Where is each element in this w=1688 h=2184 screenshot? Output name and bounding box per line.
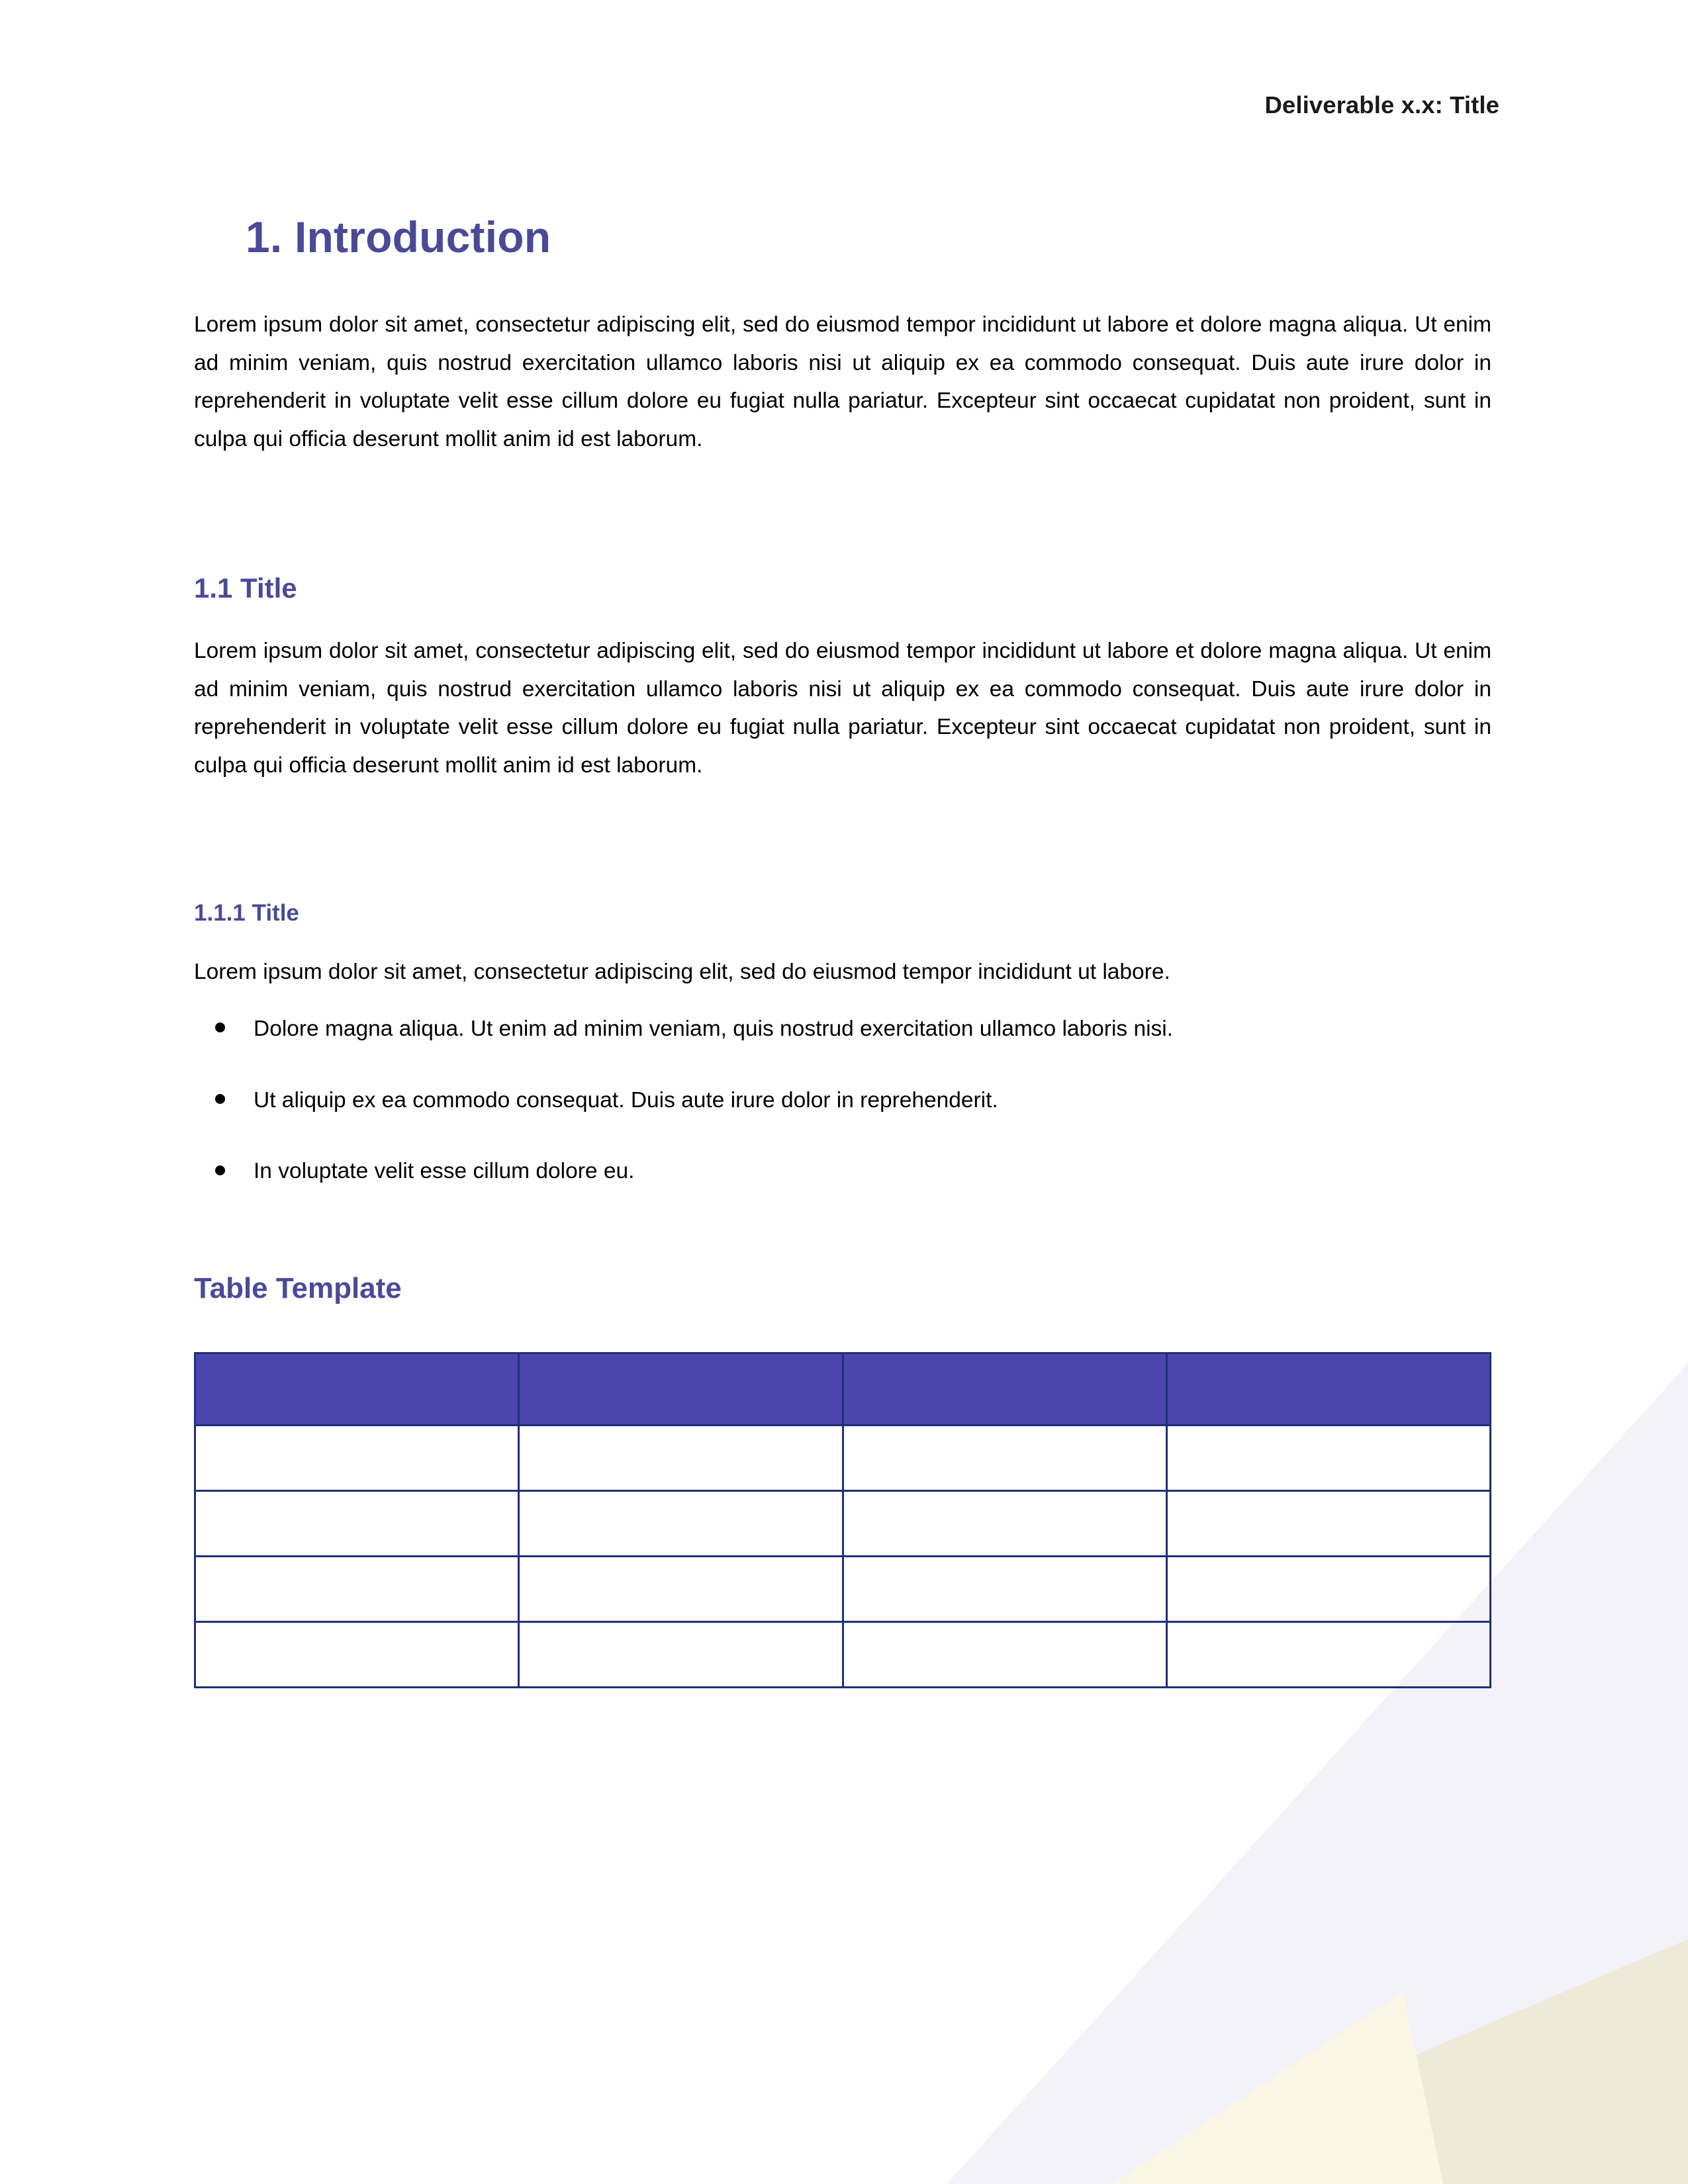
table-row (195, 1622, 1491, 1688)
list-item (194, 1011, 1491, 1047)
beige-triangle (1112, 1939, 1688, 2184)
cream-triangle (1112, 1992, 1443, 2184)
bullet-list-block (194, 1011, 1491, 1225)
section-1-1-1-paragraph-block (194, 953, 1491, 991)
table-header-cell[interactable] (843, 1353, 1166, 1426)
list-item-label: Dolore magna aliqua. Ut enim ad minim veniam, quis nostrud exercitation ullamco laboris nisi. (254, 1017, 1174, 1041)
bullet-dot-icon (215, 1165, 225, 1175)
heading-1-1: 1.1 Title (194, 572, 297, 604)
table-cell[interactable] (843, 1622, 1166, 1688)
document-header-title: Deliverable x.x: Title (1264, 91, 1499, 118)
list-item (194, 1083, 1491, 1118)
table-row (195, 1426, 1491, 1491)
list-item-label: In voluptate velit esse cillum dolore eu. (254, 1159, 635, 1184)
table-cell[interactable] (519, 1622, 843, 1688)
table-cell[interactable] (195, 1491, 519, 1557)
table-cell[interactable] (1166, 1622, 1490, 1688)
heading-1-1-1: 1.1.1 Title (194, 900, 299, 926)
table-cell[interactable] (843, 1557, 1166, 1622)
table-cell[interactable] (519, 1426, 843, 1491)
table-cell[interactable] (843, 1426, 1166, 1491)
list-item (194, 1154, 1491, 1189)
table-block (194, 1352, 1491, 1688)
section-1-1-1 (194, 900, 1491, 927)
heading-table-template: Table Template (194, 1272, 402, 1304)
table-cell[interactable] (1166, 1557, 1490, 1622)
table-cell[interactable] (195, 1622, 519, 1688)
section-introduction (194, 213, 1491, 261)
intro-paragraph: Lorem ipsum dolor sit amet, consectetur adipiscing elit, sed do eiusmod tempor incididunt ut labore et dolore magna aliqua. Ut enim ad minim veniam, quis nostrud exercitation ullamco laboris nisi ut aliquip ex ea commodo consequat. Duis aute irure dolor in reprehenderit in voluptate velit esse cillum dolore eu fugiat nulla pariatur. Excepteur sint occaecat cupidatat non proident, sunt in culpa qui officia deserunt mollit anim id est laborum. (194, 312, 1491, 451)
table-header-cell[interactable] (519, 1353, 843, 1426)
table-cell[interactable] (519, 1491, 843, 1557)
table-cell[interactable] (843, 1491, 1166, 1557)
bullet-dot-icon (215, 1023, 225, 1032)
table-header-row (195, 1353, 1491, 1426)
list-item-label: Ut aliquip ex ea commodo consequat. Duis aute irure dolor in reprehenderit. (254, 1087, 998, 1113)
table-header-cell[interactable] (195, 1353, 519, 1426)
bullet-dot-icon (215, 1094, 225, 1104)
table-cell[interactable] (1166, 1426, 1490, 1491)
table-cell[interactable] (1166, 1491, 1490, 1557)
table-header-cell[interactable] (1166, 1353, 1490, 1426)
table-cell[interactable] (195, 1426, 519, 1491)
section-1-1-1-paragraph: Lorem ipsum dolor sit amet, consectetur adipiscing elit, sed do eiusmod tempor incididunt ut labore. (194, 960, 1170, 984)
table-template-heading-block (194, 1272, 1491, 1306)
table-row (195, 1491, 1491, 1557)
section-1-1-paragraph-block (194, 632, 1491, 784)
table-row (195, 1557, 1491, 1622)
section-1-1 (194, 572, 1491, 604)
intro-paragraph-block (194, 306, 1491, 458)
table-cell[interactable] (519, 1557, 843, 1622)
table-cell[interactable] (195, 1557, 519, 1622)
section-1-1-paragraph: Lorem ipsum dolor sit amet, consectetur adipiscing elit, sed do eiusmod tempor incididunt ut labore et dolore magna aliqua. Ut enim ad minim veniam, quis nostrud exercitation ullamco laboris nisi ut aliquip ex ea commodo consequat. Duis aute irure dolor in reprehenderit in voluptate velit esse cillum dolore eu fugiat nulla pariatur. Excepteur sint occaecat cupidatat non proident, sunt in culpa qui officia deserunt mollit anim id est laborum. (194, 639, 1491, 778)
page-title: 1. Introduction (246, 212, 551, 261)
template-table (194, 1352, 1491, 1688)
bullet-list (194, 1011, 1491, 1189)
